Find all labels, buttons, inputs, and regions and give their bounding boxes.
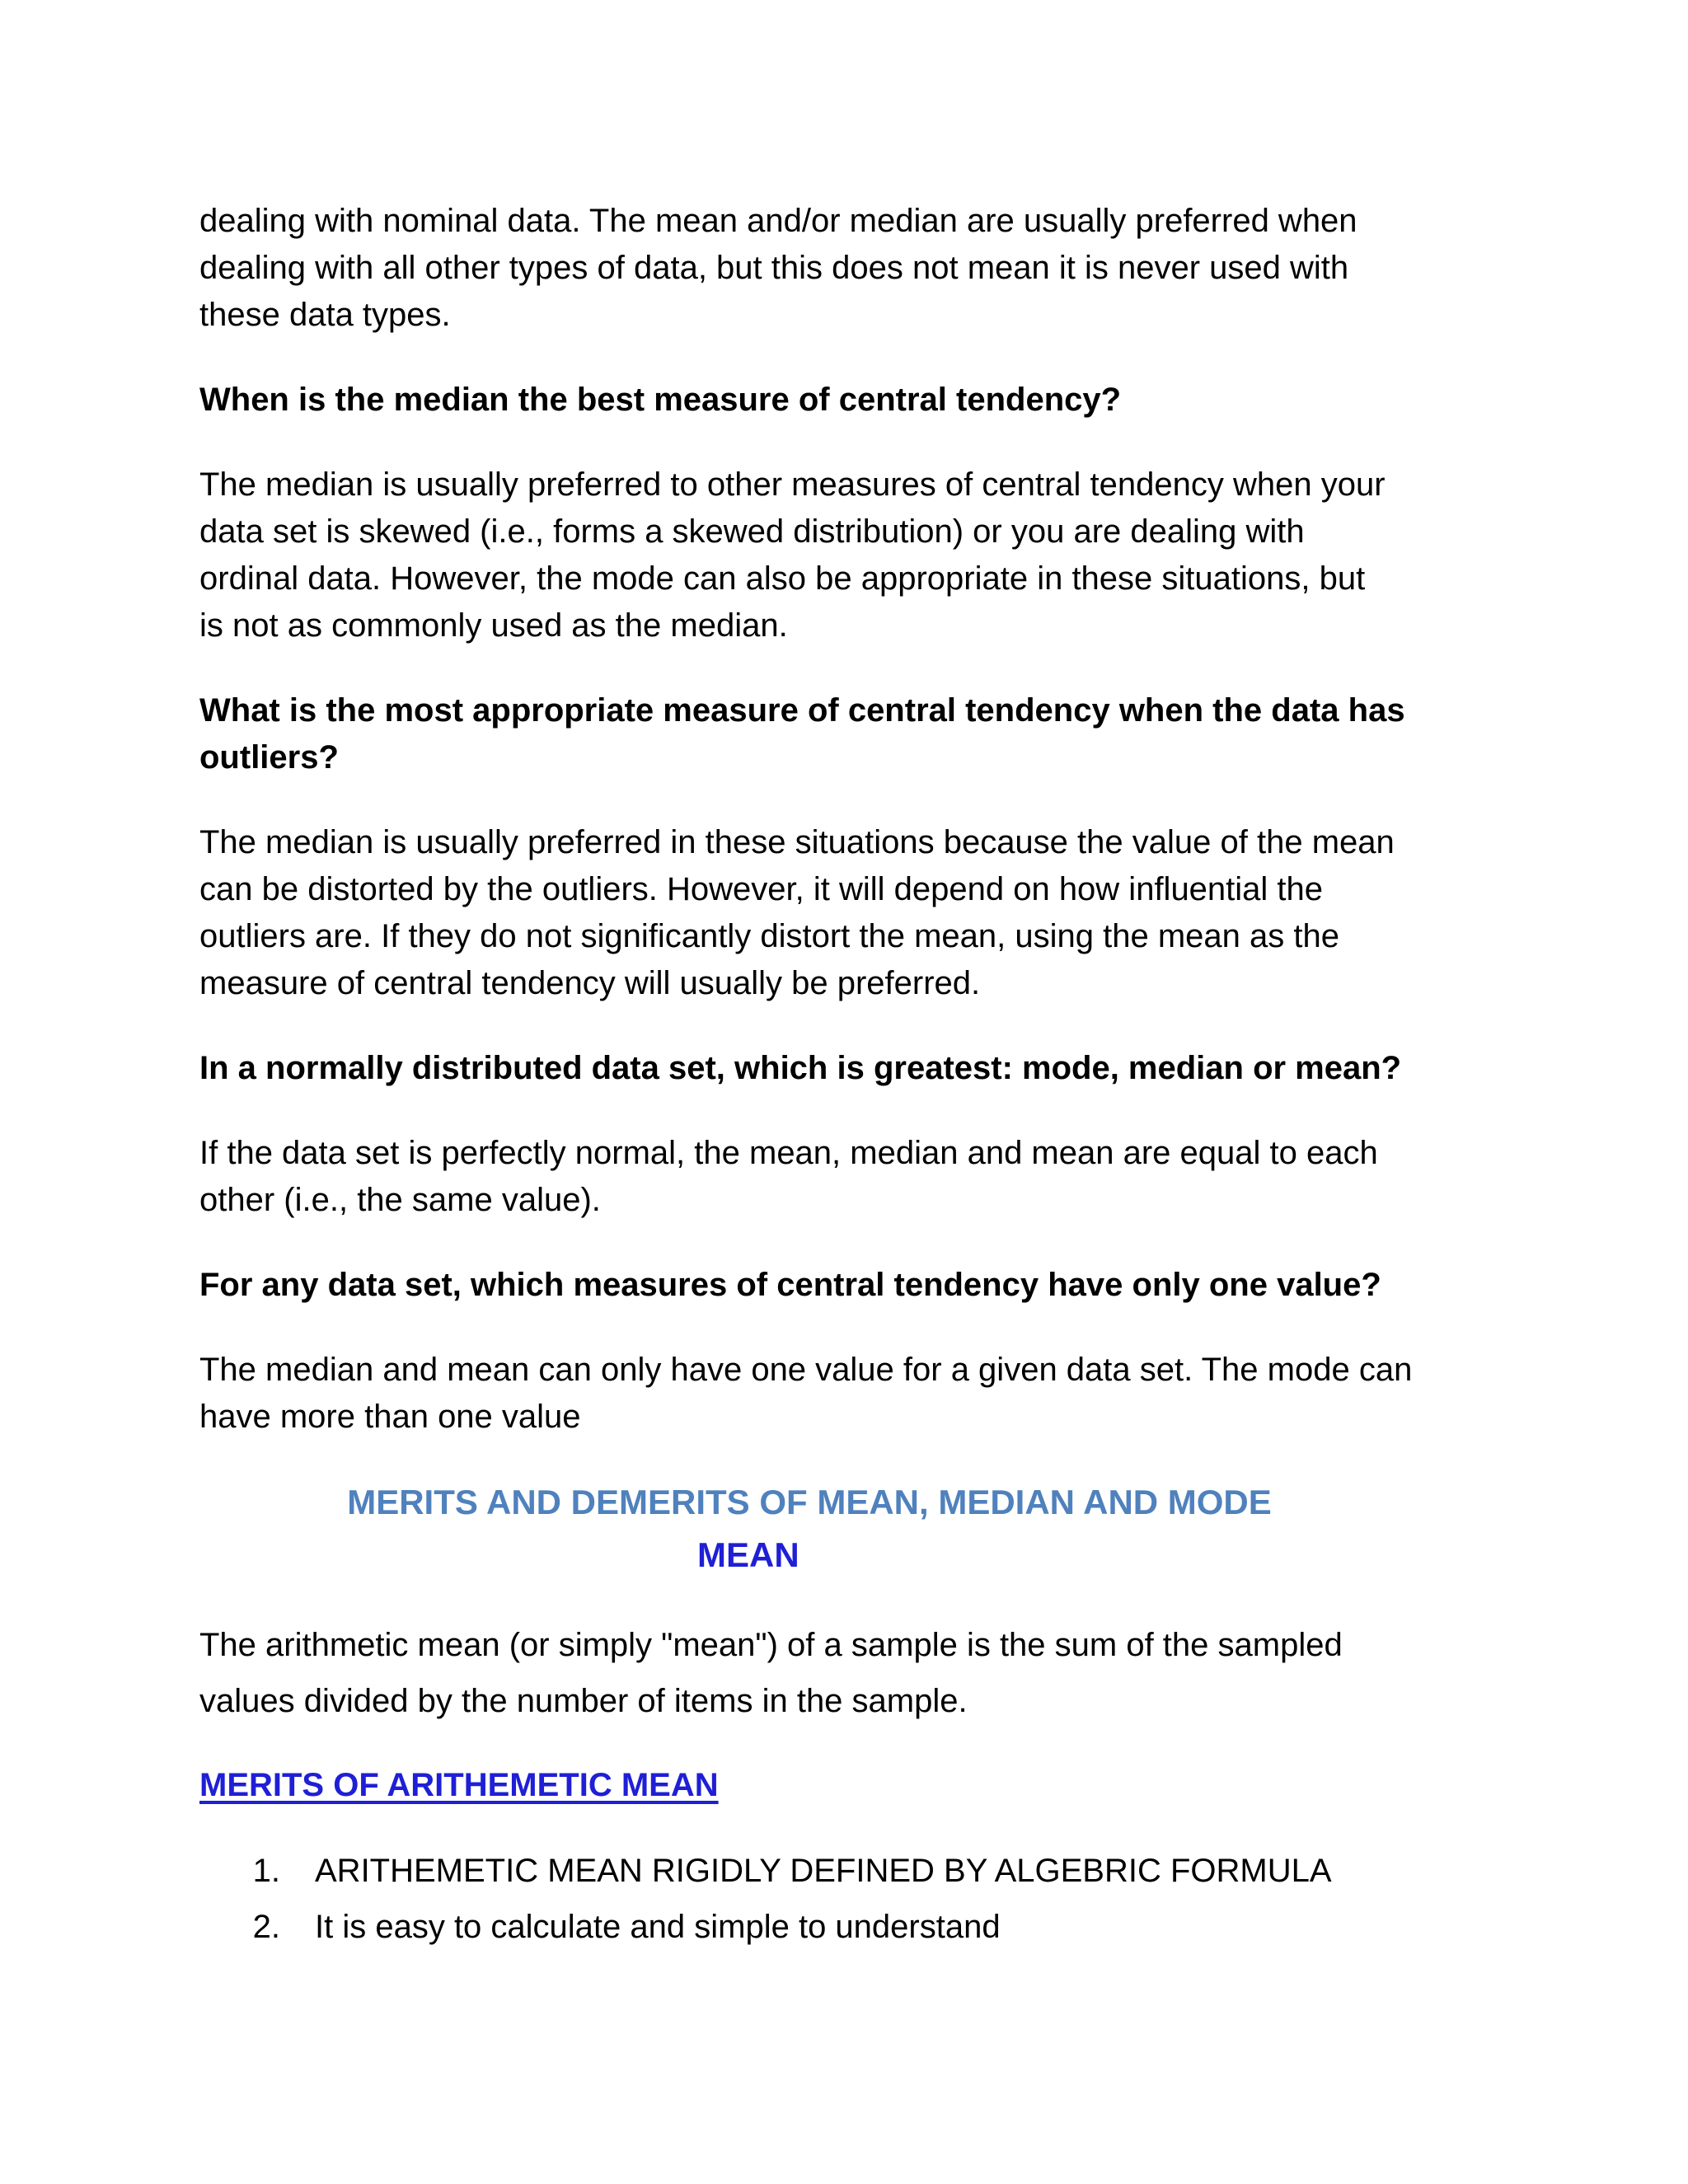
question-heading-one-value: For any data set, which measures of central tendency have only one value? bbox=[199, 1267, 1381, 1303]
text-line: is not as commonly used as the median. bbox=[199, 607, 788, 644]
list-text: ARITHEMETIC MEAN RIGIDLY DEFINED BY ALGEBRIC FORMULA bbox=[315, 1853, 1332, 1889]
text-line: can be distorted by the outliers. However, it will depend on how influential the bbox=[199, 871, 1324, 907]
text-line: have more than one value bbox=[199, 1399, 581, 1435]
list-text: It is easy to calculate and simple to understand bbox=[315, 1909, 1001, 1945]
text-line: The median is usually preferred in these situations because the value of the mean bbox=[199, 824, 1395, 860]
list-item bbox=[199, 1899, 1502, 1955]
text-line: If the data set is perfectly normal, the mean, median and mean are equal to each bbox=[199, 1135, 1378, 1171]
merits-list bbox=[199, 1843, 1502, 1955]
paragraph-normal-answer bbox=[199, 1130, 1502, 1224]
text-line: dealing with nominal data. The mean and/or median are usually preferred when bbox=[199, 203, 1357, 239]
mean-definition bbox=[199, 1617, 1502, 1729]
question-heading-normal: In a normally distributed data set, which is greatest: mode, median or mean? bbox=[199, 1050, 1402, 1086]
section-subtitle: MEAN bbox=[697, 1535, 799, 1574]
paragraph-mode-usage bbox=[199, 198, 1502, 339]
text-line: The median and mean can only have one value for a given data set. The mode can bbox=[199, 1352, 1413, 1388]
text-line: these data types. bbox=[199, 297, 451, 333]
page-content bbox=[199, 198, 1502, 1955]
text-line: values divided by the number of items in the sample. bbox=[199, 1683, 968, 1719]
list-item bbox=[199, 1843, 1502, 1899]
question-heading-median: When is the median the best measure of central tendency? bbox=[199, 382, 1122, 418]
merits-heading: MERITS OF ARITHEMETIC MEAN bbox=[199, 1767, 719, 1803]
list-number: 1. bbox=[252, 1853, 280, 1889]
section-title: MERITS AND DEMERITS OF MEAN, MEDIAN AND MODE bbox=[347, 1483, 1272, 1521]
text-line: The arithmetic mean (or simply "mean") of a sample is the sum of the sampled bbox=[199, 1627, 1343, 1663]
text-line: measure of central tendency will usually be preferred. bbox=[199, 965, 981, 1001]
text-line: ordinal data. However, the mode can also be appropriate in these situations, but bbox=[199, 560, 1366, 597]
text-line: dealing with all other types of data, but this does not mean it is never used with bbox=[199, 250, 1349, 286]
text-line: other (i.e., the same value). bbox=[199, 1182, 601, 1218]
paragraph-one-value-answer bbox=[199, 1347, 1502, 1441]
text-line: outliers are. If they do not significantly distort the mean, using the mean as the bbox=[199, 918, 1339, 954]
text-line: outliers? bbox=[199, 739, 339, 776]
list-number: 2. bbox=[252, 1909, 280, 1945]
text-line: The median is usually preferred to other measures of central tendency when your bbox=[199, 466, 1386, 503]
text-line: data set is skewed (i.e., forms a skewed distribution) or you are dealing with bbox=[199, 513, 1305, 550]
paragraph-outliers-answer bbox=[199, 819, 1502, 1007]
question-heading-outliers bbox=[199, 687, 1502, 781]
text-line: What is the most appropriate measure of central tendency when the data has bbox=[199, 692, 1405, 729]
paragraph-median-answer bbox=[199, 462, 1502, 649]
